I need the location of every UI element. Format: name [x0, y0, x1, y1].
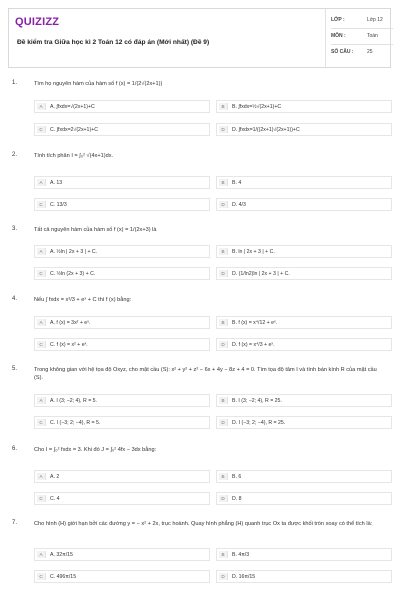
option-text: D. 4/3	[232, 202, 246, 208]
option-text: C. ∫fxdx=2√(2x+1)+C	[50, 127, 98, 133]
option-letter: B	[219, 551, 228, 558]
option-letter: C	[37, 573, 46, 580]
option-text: A. I (3; −2; 4), R = 5.	[50, 398, 97, 404]
option-d[interactable]	[216, 416, 392, 429]
question-text: Cho hình (H) giới hạn bởi các đường y = − x² + 2x, trục hoành. Quay hình phẳng (H) quanh trục Ox ta được khối tròn xoay có thể tích là:	[34, 521, 373, 527]
option-b[interactable]	[216, 316, 392, 329]
option-b[interactable]	[216, 100, 392, 113]
option-letter: D	[219, 573, 228, 580]
option-text: D. I (−3; 2; −4), R = 25.	[232, 420, 286, 426]
option-letter: A	[37, 179, 46, 186]
option-text: C. 496π/15	[50, 574, 77, 580]
option-letter: A	[37, 397, 46, 404]
option-text: B. 4	[232, 180, 242, 186]
option-a[interactable]	[34, 245, 210, 258]
option-text: C. I (−3; 2; −4), R = 5.	[50, 420, 101, 426]
class-label: LỚP :	[331, 17, 345, 23]
option-text: C. f (x) = x² + eˣ.	[50, 342, 88, 348]
worksheet-header	[8, 8, 391, 68]
quizizz-logo: QUIZIZZ	[15, 16, 60, 28]
option-c[interactable]	[34, 198, 210, 211]
option-text: D. ∫fxdx=1/((2x+1)√(2x+1))+C	[232, 127, 300, 133]
subject-value: Toán	[367, 33, 378, 39]
option-text: A. ½ln | 2x + 3 | + C.	[50, 249, 98, 255]
option-b[interactable]	[216, 245, 392, 258]
option-letter: B	[219, 473, 228, 480]
option-letter: D	[219, 495, 228, 502]
option-letter: D	[219, 341, 228, 348]
option-text: D. f (x) = x⁴/3 + eˣ.	[232, 342, 275, 348]
option-letter: A	[37, 319, 46, 326]
option-letter: C	[37, 270, 46, 277]
option-b[interactable]	[216, 394, 392, 407]
option-letter: C	[37, 495, 46, 502]
option-letter: A	[37, 551, 46, 558]
option-c[interactable]	[34, 338, 210, 351]
option-letter: B	[219, 319, 228, 326]
option-text: B. I (3; −2; 4), R = 25.	[232, 398, 282, 404]
option-letter: C	[37, 419, 46, 426]
option-c[interactable]	[34, 123, 210, 136]
question-number: 4.	[12, 296, 18, 302]
subject-label: MÔN :	[331, 33, 346, 39]
option-a[interactable]	[34, 100, 210, 113]
header-divider	[325, 9, 326, 67]
option-d[interactable]	[216, 123, 392, 136]
question-text: Trong không gian với hệ tọa độ Oxyz, cho mặt cầu (S): x² + y² + z² − 6x + 4y − 8z + 4 = 0. Tìm tọa độ tâm I và tính bán kính R của mặt cầu (S).	[34, 367, 377, 381]
option-d[interactable]	[216, 570, 392, 583]
option-text: D. 16π/15	[232, 574, 256, 580]
option-letter: C	[37, 341, 46, 348]
question-number: 1.	[12, 80, 18, 86]
option-d[interactable]	[216, 267, 392, 280]
option-letter: A	[37, 248, 46, 255]
option-letter: A	[37, 473, 46, 480]
option-letter: D	[219, 270, 228, 277]
option-b[interactable]	[216, 470, 392, 483]
option-text: A. 13	[50, 180, 63, 186]
subject-row	[331, 33, 389, 39]
option-b[interactable]	[216, 176, 392, 189]
option-a[interactable]	[34, 316, 210, 329]
question-number: 3.	[12, 226, 18, 232]
question-number: 7.	[12, 520, 18, 526]
question-number: 2.	[12, 152, 18, 158]
option-letter: B	[219, 179, 228, 186]
option-letter: B	[219, 397, 228, 404]
option-letter: D	[219, 419, 228, 426]
question-text: Tất cả nguyên hàm của hàm số f (x) = 1/(2x+3) là	[34, 227, 157, 233]
option-letter: B	[219, 103, 228, 110]
class-value: Lớp 12	[367, 17, 383, 23]
option-letter: B	[219, 248, 228, 255]
option-text: B. ∫fxdx=½√(2x+1)+C	[232, 104, 282, 110]
meta-separator	[331, 28, 393, 29]
option-a[interactable]	[34, 394, 210, 407]
question-number: 5.	[12, 366, 18, 372]
question-text: Tính tích phân I = ∫₀² √(4x+1)dx.	[34, 153, 114, 159]
option-text: D. 8	[232, 496, 242, 502]
option-letter: C	[37, 126, 46, 133]
question-text: Tìm họ nguyên hàm của hàm số f (x) = 1/(2√(2x+1))	[34, 81, 163, 87]
question-text: Cho I = ∫₀² fxdx = 3. Khi đó J = ∫₀² 4fx − 3dx bằng:	[34, 447, 157, 453]
option-text: C. 13/3	[50, 202, 67, 208]
option-d[interactable]	[216, 198, 392, 211]
option-a[interactable]	[34, 470, 210, 483]
option-text: B. 6	[232, 474, 242, 480]
option-text: B. f (x) = x⁴/12 + eˣ.	[232, 320, 278, 326]
question-text: Nếu ∫ fxdx = x³/3 + eˣ + C thì f (x) bằng:	[34, 297, 132, 303]
option-text: A. f (x) = 3x² + eˣ.	[50, 320, 91, 326]
option-c[interactable]	[34, 570, 210, 583]
option-text: A. 32π/15	[50, 552, 73, 558]
option-letter: D	[219, 201, 228, 208]
question-number: 6.	[12, 446, 18, 452]
option-text: D. (1/ln2)ln | 2x + 3 | + C.	[232, 271, 290, 277]
option-d[interactable]	[216, 492, 392, 505]
option-letter: A	[37, 103, 46, 110]
option-c[interactable]	[34, 267, 210, 280]
option-text: A. 2	[50, 474, 60, 480]
class-row	[331, 17, 389, 23]
option-d[interactable]	[216, 338, 392, 351]
option-text: B. 4π/3	[232, 552, 250, 558]
option-c[interactable]	[34, 416, 210, 429]
count-label: SỐ CÂU :	[331, 49, 354, 55]
count-value: 25	[367, 49, 373, 55]
option-a[interactable]	[34, 176, 210, 189]
meta-separator	[331, 44, 393, 45]
option-c[interactable]	[34, 492, 210, 505]
option-text: C. 4	[50, 496, 60, 502]
option-letter: D	[219, 126, 228, 133]
worksheet-title: Đề kiểm tra Giữa học kì 2 Toán 12 có đáp án (Mới nhất) (Đề 9)	[17, 39, 210, 46]
option-letter: C	[37, 201, 46, 208]
option-text: A. ∫fxdx=√(2x+1)+C	[50, 104, 95, 110]
option-b[interactable]	[216, 548, 392, 561]
option-text: B. ln | 2x + 3 | + C.	[232, 249, 275, 255]
count-row	[331, 49, 389, 55]
option-text: C. ½ln (2x + 3) + C.	[50, 271, 96, 277]
option-a[interactable]	[34, 548, 210, 561]
